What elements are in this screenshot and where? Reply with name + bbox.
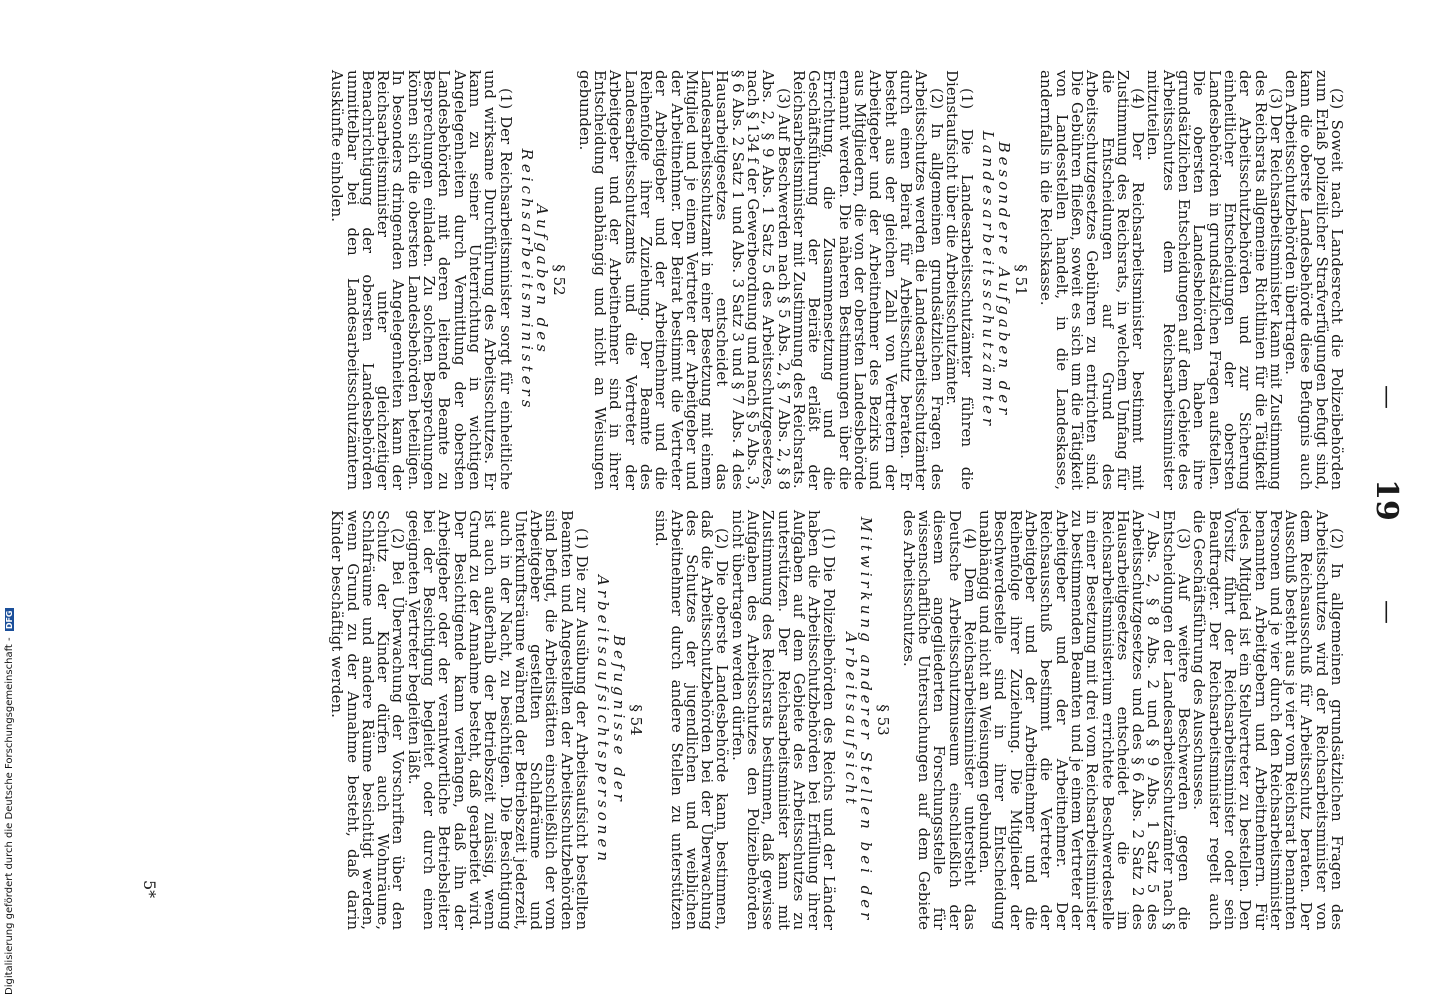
section-number: § 54 [626,704,645,736]
section-title: Aufgaben des Reichsarbeitsministers [517,148,552,412]
paragraph: (1) Die zur Ausübung der Arbeitsaufsicht bestellten Beamten und Angestellten der Arbeitsschutzbehörden sind befugt, die Arbeitsstätten einschließlich der vom Arbeitgeber gestellten Schlafräume und Unterkunftsräume während der Betriebszeit jederzeit, auch in der Nacht, zu besichtigen. Die Besichtigung ist auch außerhalb der Betriebszeit zulässig, wenn Grund zu der Annahme besteht, daß gearbeitet wird. Der Besichtigende kann verlangen, daß ihn der Arbeitgeber oder der verantwortliche Betriebsleiter bei der Besichtigung begleitet oder durch einen geeigneten Vertreter begleiten läßt. [404,510,592,930]
paragraph: (1) Die Landesarbeitsschutzämter führen die Dienstaufsicht über die Arbeitsschutzämter. [942,70,977,490]
page-header [1364,0,1404,1000]
paragraph: (1) Die Polizeibehörden des Reichs und der Länder haben die Arbeitsschutzbehörden bei Erfüllung ihrer Aufgaben auf dem Gebiete des Arbeitsschutzes zu unterstützen. Der Reichsarbeitsminister kann mit Zustimmung des Reichsrats bestimmen, daß gewisse Aufgaben des Arbeitsschutzes den Polizeibehörden nicht übertragen werden dürfen. [728,510,839,930]
right-column [329,510,1344,930]
paragraph: (2) Bei Überwachung der Vorschriften über den Schutz der Kinder dürfen auch Wohnräume, Schlafräume und andere Räume besichtigt werden, wenn Grund zu der Annahme besteht, daß darin Kinder beschäftigt werden. [328,510,408,930]
dfg-logo: DFG [5,610,14,630]
paragraph: (3) Auf weitere Beschwerden gegen die Entscheidungen der Landesarbeitsschutzämter nach § 7 Abs. 2, § 8 Abs. 2 und § 9 Abs. 1 Satz 5 des Arbeitsschutzgesetzes und des § 6 Abs. 2 Satz 2 des Hausarbeitgesetzes entscheidet die im Reichsarbeitsministerium errichtete Beschwerdestelle in einer Besetzung mit drei vom Reichsarbeitsminister zu bestimmenden Beamten und je einem Vertreter der Arbeitgeber und der Arbeitnehmer. Der Reichsausschuß bestimmt die Vertreter der Arbeitgeber und der Arbeitnehmer und die Reihenfolge ihrer Zuziehung. Die Mitglieder der Beschwerdestelle sind in ihrer Entscheidung unabhängig und nicht an Weisungen gebunden. [976,510,1194,930]
paragraph: (4) Dem Reichsarbeitsminister untersteht das Deutsche Arbeitsschutzmuseum einschließlich der diesem angegliederten Forschungsstelle für wissenschaftliche Untersuchungen auf dem Gebiete des Arbeitsschutzes. [899,510,979,930]
digitization-credit-text: Digitalisierung gefördert durch die Deutsche Forschungsgemeinschaft - [4,637,15,995]
section-number: § 51 [1012,264,1031,296]
page-number: 19 [1369,479,1404,521]
paragraph: (2) In allgemeinen grundsätzlichen Fragen des Arbeitsschutzes wird der Reichsarbeitsminister von dem Reichsausschuß für Arbeitsschutz beraten. Der Ausschuß besteht aus je vier vom Reichsrat benannten Personen und je vier durch den Reichsarbeitsminister benannten Arbeitgebern und Arbeitnehmern. Für jedes Mitglied ist ein Stellvertreter zu bestellen. Den Vorsitz führt der Reichsarbeitsminister oder sein Beauftragter. Der Reichsarbeitsminister regelt auch die Geschäftsführung des Ausschusses. [1190,510,1346,930]
paragraph: (4) Der Reichsarbeitsminister bestimmt mit Zustimmung des Reichsrats, in welchem Umfang für die Entscheidungen auf Grund des Arbeitsschutzgesetzes Gebühren zu entrichten sind. Die Gebühren fließen, soweit es sich um die Tätigkeit von Landesstellen handelt, in die Landeskasse, andernfalls in die Reichskasse. [1037,70,1148,490]
signature-mark: 5* [140,880,159,899]
paragraph: (1) Der Reichsarbeitsminister sorgt für einheitliche und wirksame Durchführung des Arbeitsschutzes. Er kann zu seiner Unterrichtung in wichtigen Angelegenheiten durch Vermittlung der obersten Landesbehörden mit deren leitende Beamte zu Besprechungen einladen. Zu solchen Besprechungen können sich die obersten Landesbehörden beteiligen. In besonders dringenden Angelegenheiten kann der Reichsarbeitsminister unter gleichzeitiger Benachrichtigung der obersten Landesbehörden unmittelbar bei den Landesarbeitsschutzämtern Auskünfte einholen. [328,70,515,490]
left-column [329,70,1344,490]
paragraph: (2) In allgemeinen grundsätzlichen Fragen des Arbeitsschutzes werden die Landesarbeitsschutzämter durch einen Beirat für Arbeitsschutz beraten. Er besteht aus der gleichen Zahl von Vertretern der Arbeitgeber und der Arbeitnehmer des Bezirks und aus Mitgliedern, die von der obersten Landesbehörde ernannt werden. Die näheren Bestimmungen über die Errichtung, die Zusammensetzung und die Geschäftsführung der Beiräte erläßt der Reichsarbeitsminister mit Zustimmung des Reichsrats. [789,70,946,490]
paragraph: (3) Der Reichsarbeitsminister kann mit Zustimmung des Reichsrats allgemeine Richtlinien für die Tätigkeit der Arbeitsschutzbehörden und zur Sicherung einheitlicher Entscheidungen der obersten Landesbehörden in grundsätzlichen Fragen aufstellen. Die obersten Landesbehörden haben ihre grundsätzlichen Entscheidungen auf dem Gebiete des Arbeitsschutzes dem Reichsarbeitsminister mitzuteilen. [1144,70,1285,490]
section-title: Mitwirkung anderer Stellen bei der Arbeitsaufsicht [841,516,876,924]
paragraph: (2) Die oberste Landesbehörde kann bestimmen, daß die Arbeitsschutzbehörden bei der Überwachung des Schutzes der jugendlichen und weiblichen Arbeitnehmer durch andere Stellen zu unterstützen sind. [652,510,732,930]
paragraph: (2) Soweit nach Landesrecht die Polizeibehörden zum Erlaß polizeilicher Strafverfügungen befugt sind, kann die oberste Landesbehörde diese Befugnis auch den Arbeitsschutzbehörden übertragen. [1282,70,1346,490]
header-dash-right: — [1374,600,1402,624]
section-title: Befugnisse der Arbeitsaufsichtspersonen [594,574,628,866]
section-number: § 52 [550,264,569,296]
section-number: § 53 [874,704,893,736]
section-title: Besondere Aufgaben der Landesarbeitsschutzämter [979,130,1013,430]
header-dash-left: — [1374,385,1402,409]
paragraph: (3) Auf Beschwerden nach § 5 Abs. 2, § 7 Abs. 2, § 8 Abs. 2, § 9 Abs. 1 Satz 5 des Arbeitsschutzgesetzes, nach § 134 f der Gewerbeordnung und nach § 5 Abs. 3, § 6 Abs. 2 Satz 1 und Abs. 3 Satz 3 und § 7 Abs. 4 des Hausarbeitgesetzes entscheidet das Landesarbeitsschutzamt in einer Besetzung mit einem Mitglied und je einem Vertreter der Arbeitgeber und der Arbeitnehmer. Der Beirat bestimmt die Vertreter der Arbeitgeber und der Arbeitnehmer und die Reihenfolge ihrer Zuziehung. Der Beamte des Landesarbeitsschutzamts und die Vertreter der Arbeitgeber und der Arbeitnehmer sind in ihrer Entscheidung unabhängig und nicht an Weisungen gebunden. [575,70,793,490]
digitization-credit-strip [4,5,18,995]
